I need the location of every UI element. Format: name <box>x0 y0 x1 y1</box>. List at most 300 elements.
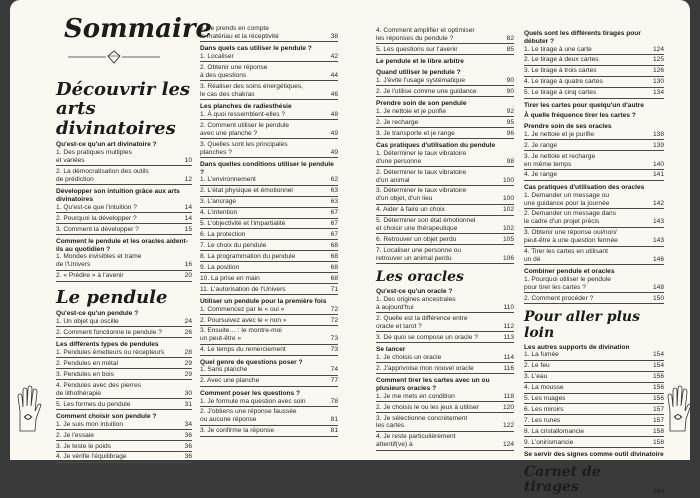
toc-entry-title: 1. La fumée <box>524 351 559 359</box>
toc-entry-title: 3. Je sélectionne concrètement les cartes <box>376 414 468 430</box>
toc-entry[interactable] <box>200 25 338 42</box>
toc-entry[interactable] <box>200 187 338 196</box>
page-number: 36 <box>184 442 192 450</box>
toc-heading: Comment choisir son pendule ? <box>56 412 157 420</box>
page-number: 29 <box>184 359 192 367</box>
page-number: 106 <box>502 254 514 262</box>
page-number: 98 <box>506 157 514 165</box>
page-number: 157 <box>652 405 664 413</box>
page-number: 67 <box>330 220 338 228</box>
toc-entry-title: 2. Je choisis le ou les jeux à utiliser <box>376 403 479 411</box>
toc-entry-title: 1. Je choisis un oracle <box>376 353 442 361</box>
toc-entry[interactable] <box>200 111 338 120</box>
toc-entry[interactable] <box>376 46 514 55</box>
toc-heading: Dans quels cas utiliser le pendule ? <box>200 45 312 53</box>
toc-heading: À quelle fréquence tirer les cartes ? <box>524 112 636 120</box>
toc-entry[interactable] <box>200 176 338 185</box>
page-number: 95 <box>506 118 514 126</box>
toc-entry[interactable] <box>200 306 338 315</box>
toc-entry[interactable] <box>376 88 514 97</box>
toc-entry-title: 7. Les runes <box>524 416 561 424</box>
toc-entry[interactable] <box>56 215 192 224</box>
page-number: 142 <box>652 199 664 207</box>
page-number: 158 <box>652 438 664 446</box>
toc-entry-title: 1. Des origines ancestrales à aujourd'hui <box>376 296 456 311</box>
page-number: 49 <box>330 129 338 137</box>
toc-entry[interactable] <box>524 131 664 140</box>
toc-entry[interactable] <box>56 168 192 185</box>
page-number: 100 <box>502 195 514 203</box>
toc-entry[interactable] <box>56 443 192 452</box>
page-number: 134 <box>652 89 664 97</box>
toc-entry-title: 1. Je nettoie et je purifie <box>524 130 595 138</box>
toc-entry-title: 1. Le tirage à une carte <box>524 45 592 53</box>
toc-entry-title: 5. Je prends en compte le matériau et la réceptivité <box>200 25 279 40</box>
page-number: 122 <box>502 422 514 430</box>
toc-entry[interactable] <box>376 365 514 374</box>
toc-entry-title: 2. Comment procéder ? <box>524 294 594 302</box>
toc-entry-title: 4. L'intention <box>200 209 238 217</box>
toc-entry[interactable] <box>56 401 192 410</box>
toc-entry-title: 2. Poursuivez avec le « non » <box>200 316 287 324</box>
toc-entry[interactable] <box>524 171 664 180</box>
toc-entry[interactable] <box>376 206 514 215</box>
page-number: 124 <box>652 45 664 53</box>
toc-entry-title: 2. Avec une planche <box>200 377 260 385</box>
toc-entry[interactable] <box>524 295 664 304</box>
toc-entry-title: 2. Je l'utilise comme une guidance <box>376 87 477 95</box>
toc-entry-title: 1. Je nettoie et je purifie <box>376 107 447 115</box>
toc-heading: Cas pratiques d'utilisation du pendule <box>376 142 496 150</box>
toc-entry[interactable] <box>56 329 192 338</box>
toc-entry[interactable] <box>524 142 664 151</box>
page-number: 141 <box>652 171 664 179</box>
page-number: 82 <box>506 34 514 42</box>
toc-entry[interactable] <box>524 229 664 246</box>
toc-entry-title: 2. Le tirage à deux cartes <box>524 56 599 64</box>
toc-entry-title: 1. Pourquoi utiliser le pendule pour tirer les cartes ? <box>524 276 611 292</box>
toc-heading: Se servir des signes comme outil divinatoire <box>524 451 664 459</box>
toc-entry[interactable] <box>200 198 338 207</box>
toc-entry-title: 2. « Prédire » à l'avenir <box>56 272 124 280</box>
toc-entry[interactable] <box>200 83 338 100</box>
toc-entry-title: 5. L'objectivité et l'impartialité <box>200 220 286 228</box>
toc-entry[interactable] <box>524 89 664 98</box>
toc-entry[interactable] <box>56 360 192 369</box>
page-number: 72 <box>330 316 338 324</box>
palm-hand-icon <box>12 385 44 433</box>
toc-entry[interactable] <box>524 362 664 371</box>
toc-entry[interactable] <box>524 78 664 87</box>
page-number: 62 <box>330 176 338 184</box>
toc-entry-title: 9. La position <box>200 263 240 271</box>
toc-entry-title: 11. L'autorisation de l'Univers <box>200 285 286 293</box>
toc-entry[interactable] <box>376 315 514 332</box>
toc-entry[interactable] <box>524 153 664 170</box>
section-title: Pour aller plus loin <box>524 309 640 341</box>
page-number: 38 <box>330 32 338 40</box>
page-number: 112 <box>503 322 514 330</box>
toc-entry-title: 5. Le tirage à cinq cartes <box>524 89 597 97</box>
toc-entry[interactable] <box>524 373 664 382</box>
toc-entry[interactable] <box>376 108 514 117</box>
toc-entry[interactable] <box>56 421 192 430</box>
toc-heading: Développer son intuition grâce aux arts divinatoires <box>56 188 180 203</box>
toc-entry[interactable] <box>200 398 338 407</box>
page-number: 105 <box>502 235 514 243</box>
toc-entry[interactable] <box>376 77 514 86</box>
page-number: 140 <box>652 160 664 168</box>
toc-entry[interactable] <box>56 226 192 235</box>
page-number: 63 <box>330 198 338 206</box>
page-number: 73 <box>330 346 338 354</box>
section-title: Les oracles <box>376 269 464 286</box>
toc-heading: Les autres supports de divination <box>524 343 630 351</box>
toc-entry-title: 3. Ensuite… : le montre-moi un peut-être » <box>200 327 282 343</box>
page-number: 90 <box>506 87 514 95</box>
toc-entry-title: 2. J'obtiens une réponse faussée ou aucune réponse <box>200 408 297 424</box>
toc-entry-title: 1. Mondes invisibles et trame de l'Univers <box>56 253 142 269</box>
section-title: Découvrir les arts divinatoires <box>56 79 191 139</box>
page-number: 120 <box>502 403 514 411</box>
page-number: 49 <box>330 148 338 156</box>
toc-column-2 <box>200 25 338 438</box>
toc-entry[interactable] <box>200 408 338 425</box>
toc-entry[interactable] <box>56 453 192 462</box>
page-number: 96 <box>506 129 514 137</box>
page-number: 16 <box>184 261 192 269</box>
toc-entry[interactable] <box>524 67 664 76</box>
toc-entry-title: 3. Quelles sont les principales planches ? <box>200 140 288 156</box>
toc-heading: Les planches de radiesthésie <box>200 103 292 111</box>
toc-heading: Comment poser les questions ? <box>200 389 301 397</box>
toc-entry-title: 1. Qu'est-ce que l'intuition ? <box>56 203 137 211</box>
toc-entry-title: 5. Les formes du pendule <box>56 400 131 408</box>
toc-entry[interactable] <box>56 204 192 213</box>
toc-entry-title: 7. Localiser une personne ou retrouver un animal perdu <box>376 246 462 262</box>
toc-entry-title: 9. L'onirismancie <box>524 438 574 446</box>
page-number: 31 <box>184 400 192 408</box>
toc-entry[interactable] <box>524 46 664 55</box>
toc-column-3 <box>376 27 514 452</box>
page-number: 67 <box>330 230 338 238</box>
toc-entry-title: 4. Aider à faire un choix <box>376 206 445 214</box>
page-number: 74 <box>330 366 338 374</box>
toc-entry-title: 2. L'état physique et émotionnel <box>200 187 293 195</box>
toc-entry-title: 2. La démocratisation des outils de prédiction <box>56 167 149 183</box>
toc-entry[interactable] <box>376 27 514 44</box>
toc-entry[interactable] <box>376 247 514 264</box>
page-number: 42 <box>330 53 338 61</box>
page-number: 26 <box>184 328 192 336</box>
toc-heading: Quand utiliser le pendule ? <box>376 68 461 76</box>
page-number: 68 <box>330 252 338 260</box>
page-number: 24 <box>184 317 192 325</box>
page-number: 138 <box>652 130 664 138</box>
page-number: 14 <box>184 214 192 222</box>
toc-entry-title: 3. Je confirme la réponse <box>200 427 275 435</box>
toc-entry-title: 1. Commencez par le « oui » <box>200 305 285 313</box>
page-number: 110 <box>503 303 514 311</box>
toc-heading: Prendre soin de son pendule <box>376 100 467 108</box>
toc-entry-title: 5. Les questions sur l'avenir <box>376 45 458 53</box>
toc-heading: Qu'est-ce qu'un pendule ? <box>56 310 139 318</box>
toc-entry-title: 2. Comment fonctionne le pendule ? <box>56 328 162 336</box>
toc-entry[interactable] <box>524 276 664 293</box>
toc-entry[interactable] <box>56 432 192 441</box>
page-number: 158 <box>652 427 664 435</box>
toc-heading: Se lancer <box>376 346 406 354</box>
toc-entry[interactable] <box>524 428 664 437</box>
toc-heading: Prendre soin de ses oracles <box>524 123 612 131</box>
toc-entry-title: 1. Déterminer le taux vibratoire d'une personne <box>376 149 467 165</box>
toc-entry[interactable] <box>200 53 338 62</box>
toc-entry-title: 2. Comment utiliser le pendule avec une planche ? <box>200 121 290 137</box>
page-number: 146 <box>652 256 664 263</box>
page-number: 81 <box>330 416 338 424</box>
page-number: 157 <box>652 416 664 424</box>
toc-entry-title: 4. Je reste particulièrement attentif(ve) à <box>376 433 456 449</box>
toc-entry[interactable] <box>524 439 664 448</box>
toc-entry-title: 5. Les nuages <box>524 395 566 402</box>
page-number: 130 <box>652 78 664 86</box>
toc-entry-title: 4. Le temps du remerciement <box>200 346 286 354</box>
toc-heading: Quel genre de questions poser ? <box>200 358 303 366</box>
toc-entry[interactable] <box>200 64 338 81</box>
toc-entry-title: 1. Pendules émetteurs ou récepteurs <box>56 348 165 356</box>
page-number: 90 <box>506 76 514 84</box>
toc-entry[interactable] <box>56 349 192 358</box>
page-number: 118 <box>503 392 514 400</box>
toc-heading: Comment tirer les cartes avec un ou plusieurs oracles ? <box>376 377 490 392</box>
toc-heading: Quels sont les différents tirages pour débuter ? <box>524 30 641 45</box>
toc-entry-title: 2. Déterminer le taux vibratoire d'un animal <box>376 168 467 184</box>
toc-heading: Qu'est-ce qu'un art divinatoire ? <box>56 141 157 149</box>
toc-entry[interactable] <box>200 122 338 139</box>
toc-entry[interactable] <box>56 253 192 270</box>
toc-entry-title: 2. Je recharge <box>376 118 419 126</box>
toc-entry-title: 2. Obtenir une réponse à des questions <box>200 63 268 79</box>
page-number: 156 <box>652 384 664 392</box>
toc-entry[interactable] <box>376 236 514 245</box>
toc-entry-title: 1. Un objet qui oscille <box>56 317 119 325</box>
toc-entry[interactable] <box>376 119 514 128</box>
toc-entry[interactable] <box>376 187 514 204</box>
toc-entry-title: 2. Pendules en métal <box>56 359 118 367</box>
toc-entry[interactable] <box>200 209 338 218</box>
toc-entry-title: 4. Je range <box>524 171 557 179</box>
page-number: 30 <box>184 389 192 397</box>
toc-entry[interactable] <box>200 253 338 262</box>
toc-entry[interactable] <box>524 406 664 415</box>
ornament-icon <box>68 50 160 64</box>
page-number: 15 <box>184 225 192 233</box>
toc-entry[interactable] <box>376 334 514 343</box>
page-number: 92 <box>506 107 514 115</box>
toc-entry[interactable] <box>200 317 338 326</box>
page-number: 68 <box>330 263 338 271</box>
page-number: 28 <box>184 348 192 356</box>
toc-entry[interactable] <box>376 130 514 139</box>
toc-entry-title: 1. J'évite l'usage systématique <box>376 76 466 84</box>
page-number: 154 <box>652 351 664 359</box>
toc-entry-title: 3. L'ancrage <box>200 198 237 206</box>
section-title-text: Carnet de tirages <box>524 463 601 495</box>
toc-heading: Comment le pendule et les oracles aident-ils au quotidien ? <box>56 237 188 253</box>
page-number: 164 <box>652 487 664 495</box>
toc-entry-title: 1. Localiser <box>200 53 234 61</box>
toc-entry[interactable] <box>376 433 514 450</box>
toc-entry-title: 6. La protection <box>200 230 246 238</box>
page-number: 68 <box>330 241 338 249</box>
toc-entry[interactable] <box>524 417 664 426</box>
toc-entry[interactable] <box>524 248 664 265</box>
toc-entry-title: 7. Le choix du pendule <box>200 241 267 249</box>
page-number: 48 <box>330 110 338 118</box>
toc-entry[interactable] <box>376 169 514 186</box>
page-number: 14 <box>184 203 192 211</box>
toc-entry-title: 3. Je transporte et je range <box>376 129 455 137</box>
page-number: 143 <box>652 218 664 226</box>
toc-column-1 <box>56 74 192 464</box>
toc-entry-title: 4. La mousse <box>524 384 564 392</box>
toc-entry-title: 4. Comment amplifier et optimiser les réponses du pendule ? <box>376 27 475 42</box>
toc-entry-title: 4. Tirer les cartes en utilisant un dé <box>524 248 608 263</box>
toc-heading: Qu'est-ce qu'un oracle ? <box>376 288 453 296</box>
toc-entry-title: 10. La prise en main <box>200 274 260 282</box>
page-number: 156 <box>652 373 664 381</box>
toc-entry-title: 3. L'eau <box>524 373 548 381</box>
toc-page <box>10 0 690 495</box>
toc-entry-title: 1. Sans planche <box>200 366 248 374</box>
toc-entry[interactable] <box>200 275 338 284</box>
toc-entry[interactable] <box>524 395 664 404</box>
page-number: 46 <box>330 90 338 98</box>
toc-entry[interactable] <box>200 366 338 375</box>
toc-entry[interactable] <box>524 351 664 360</box>
toc-entry[interactable] <box>200 231 338 240</box>
toc-heading: Dans quelles conditions utiliser le pendule ? <box>200 160 334 176</box>
toc-entry[interactable] <box>200 427 338 436</box>
page-number: 139 <box>652 141 664 149</box>
toc-entry-title: 4. Pendules avec des pierres de lithothérapie <box>56 381 142 397</box>
page-number: 67 <box>330 209 338 217</box>
section-title <box>524 465 664 495</box>
section-title: Le pendule <box>56 286 168 308</box>
toc-entry-title: 2. Quelle est la différence entre oracle et tarot ? <box>376 314 468 330</box>
page-number: 63 <box>330 187 338 195</box>
toc-entry-title: 2. Je range <box>524 141 557 149</box>
page-number: 81 <box>330 427 338 435</box>
toc-entry-title: 2. Le feu <box>524 362 550 370</box>
toc-entry-title: 1. Des pratiques multiples et variées <box>56 149 132 164</box>
toc-heading: Utiliser un pendule pour la première fois <box>200 297 327 305</box>
toc-entry-title: 5. Déterminer son état émotionnel et choisir une thérapeutique <box>376 217 476 233</box>
toc-entry[interactable] <box>376 404 514 413</box>
page-number: 36 <box>184 453 192 461</box>
toc-entry[interactable] <box>200 264 338 273</box>
toc-heading: Tirer les cartes pour quelqu'un d'autre <box>524 101 644 109</box>
toc-entry-title: 6. Retrouver un objet perdu <box>376 235 457 243</box>
toc-entry[interactable] <box>524 56 664 65</box>
toc-entry[interactable] <box>200 327 338 344</box>
toc-heading: Les différents types de pendules <box>56 341 159 349</box>
page-number: 72 <box>330 305 338 313</box>
toc-entry[interactable] <box>56 149 192 166</box>
toc-entry[interactable] <box>200 286 338 295</box>
toc-entry[interactable] <box>376 150 514 167</box>
toc-entry[interactable] <box>200 242 338 251</box>
toc-entry-title: 2. Je l'essaie <box>56 431 94 439</box>
page-number: 20 <box>184 272 192 280</box>
toc-entry-title: 3. Obtenir une réponse oui/non/ peut-être à une question fermée <box>524 229 618 245</box>
page-number: 73 <box>330 335 338 343</box>
toc-entry-title: 8. La cristallomancie <box>524 427 585 435</box>
toc-entry-title: 6. Les miroirs <box>524 405 564 413</box>
toc-entry-title: 3. Comment la développer ? <box>56 225 139 233</box>
toc-entry[interactable] <box>200 141 338 158</box>
page-number: 150 <box>652 294 664 302</box>
page-number: 77 <box>330 377 338 385</box>
toc-entry-title: 4. Le tirage à quatre cartes <box>524 78 603 86</box>
toc-column-4 <box>524 27 664 498</box>
toc-entry[interactable] <box>376 296 514 313</box>
toc-entry[interactable] <box>376 415 514 432</box>
page-number: 36 <box>184 431 192 439</box>
page-number: 12 <box>184 175 192 183</box>
page-number: 154 <box>652 362 664 370</box>
page-number: 29 <box>184 370 192 378</box>
toc-entry[interactable] <box>56 318 192 327</box>
page-number: 78 <box>330 397 338 405</box>
toc-entry[interactable] <box>200 377 338 386</box>
page-number: 126 <box>652 67 664 75</box>
toc-entry-title: 1. Demander un message ou une guidance pour la journée <box>524 191 610 207</box>
toc-entry[interactable] <box>376 354 514 363</box>
page-title: Sommaire <box>64 14 213 44</box>
toc-entry-title: 3. Le tirage à trois cartes <box>524 67 597 75</box>
toc-entry-title: 3. Pendules en bois <box>56 370 114 378</box>
toc-entry-title: 2. Pourquoi la développer ? <box>56 214 137 222</box>
page-number: 10 <box>184 156 192 164</box>
palm-hand-icon <box>662 385 694 433</box>
toc-entry[interactable] <box>524 210 664 227</box>
toc-entry[interactable] <box>376 393 514 402</box>
toc-entry[interactable] <box>56 382 192 399</box>
toc-entry-title: 2. J'apprivoise mon nouvel oracle <box>376 364 474 372</box>
toc-entry[interactable] <box>376 217 514 234</box>
page-number: 143 <box>652 237 664 245</box>
toc-entry-title: 1. Je formule ma question avec soin <box>200 397 306 405</box>
toc-entry-title: 1. Je suis mon intuition <box>56 420 124 428</box>
page-number: 44 <box>330 71 338 79</box>
toc-entry[interactable] <box>524 192 664 209</box>
toc-entry[interactable] <box>56 272 192 281</box>
toc-entry[interactable] <box>524 384 664 393</box>
toc-entry-title: 8. La programmation du pendule <box>200 252 296 260</box>
page-number: 114 <box>503 353 514 361</box>
page-number: 68 <box>330 274 338 282</box>
toc-entry-title: 3. Réaliser des soins énergétiques, le cas des chakras <box>200 82 303 98</box>
toc-entry[interactable] <box>56 371 192 380</box>
toc-entry-title: 2. Demander un message dans le cadre d'un projet précis <box>524 210 617 226</box>
toc-heading: Le pendule et le libre arbitre <box>376 58 464 66</box>
page-number: 34 <box>184 420 192 428</box>
page-number: 156 <box>652 395 664 402</box>
toc-entry[interactable] <box>200 346 338 355</box>
page-number: 102 <box>502 225 514 233</box>
toc-entry[interactable] <box>200 220 338 229</box>
